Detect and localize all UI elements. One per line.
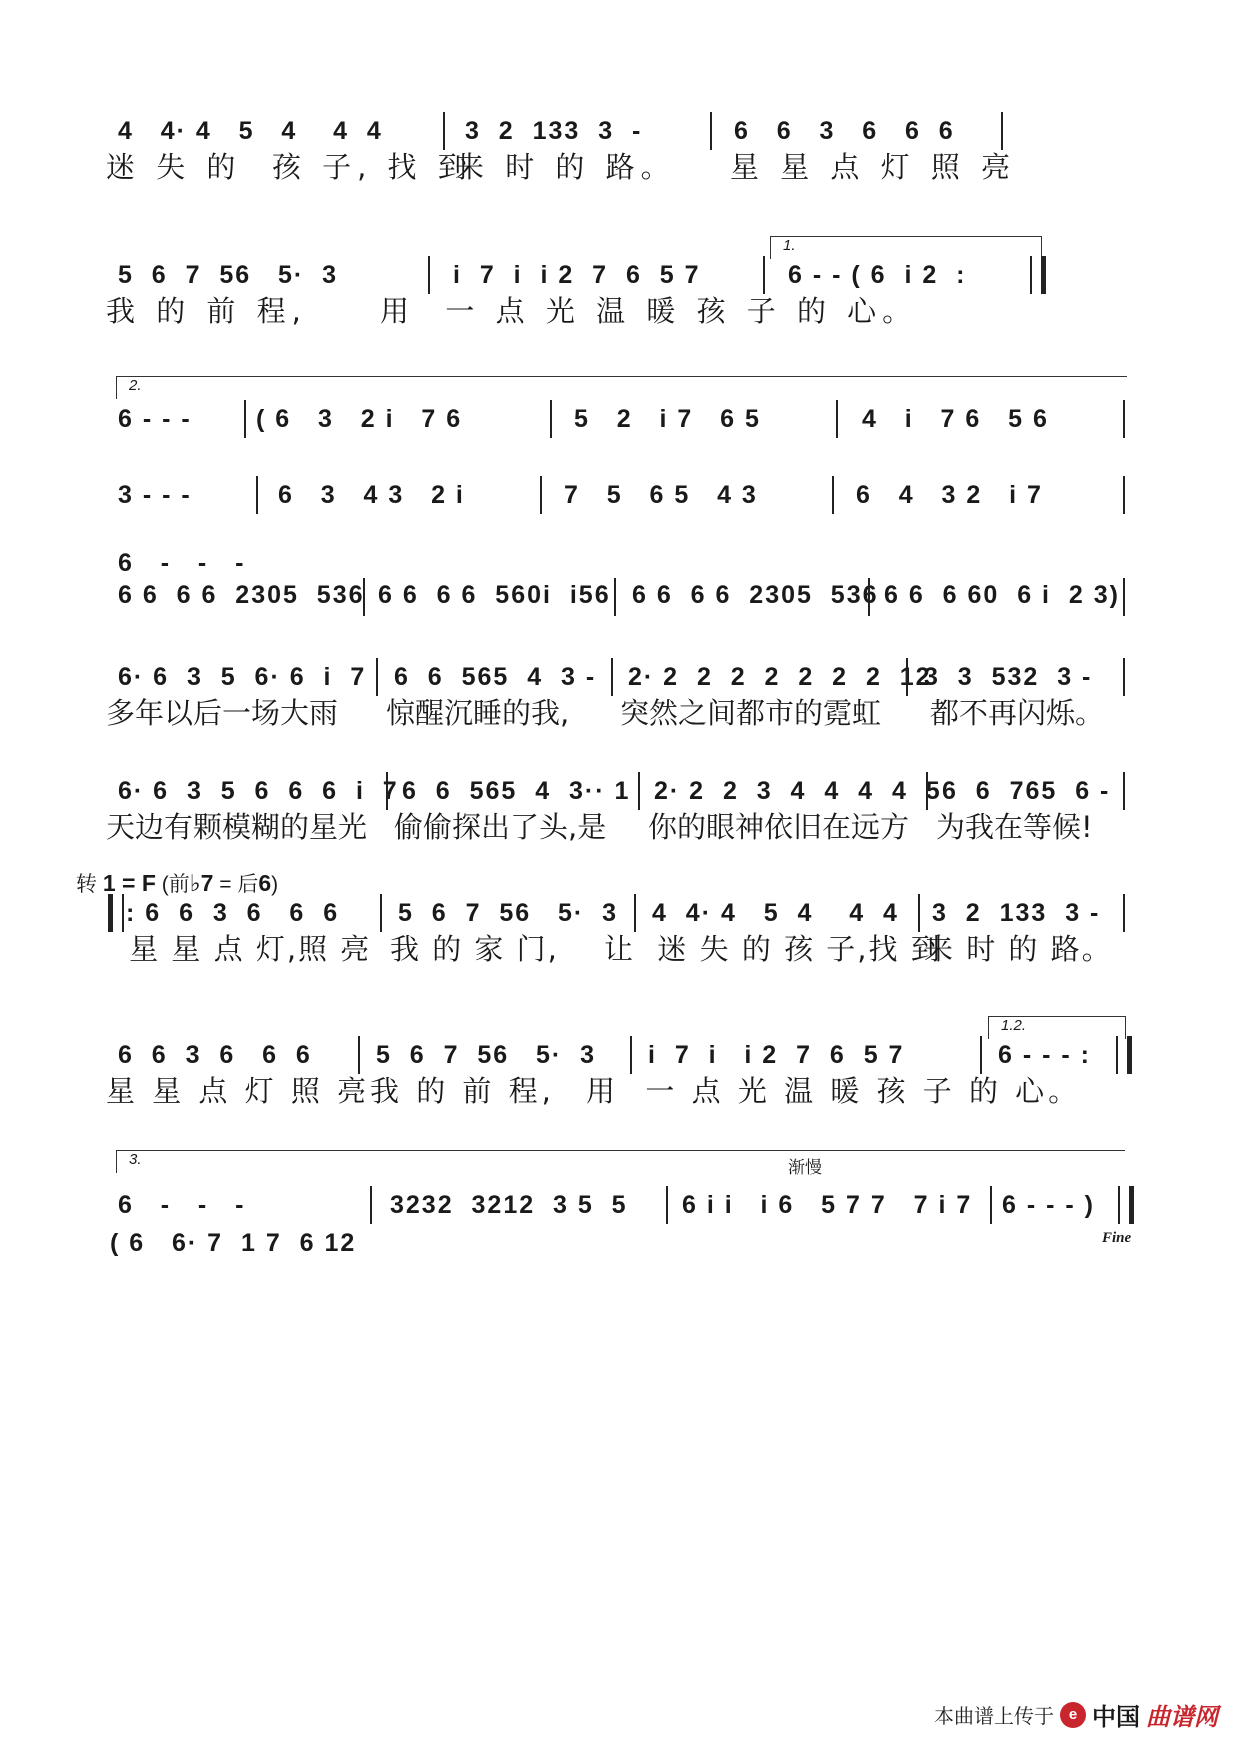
repeat-start-barline — [108, 894, 124, 932]
lyrics-measure-2: 惊醒沉睡的我, — [386, 696, 570, 730]
barline — [380, 894, 382, 932]
volta-bracket: 2. — [116, 376, 1127, 399]
barline — [906, 658, 908, 696]
lyrics-measure-3: 你的眼神依旧在远方 — [648, 810, 910, 844]
barline — [428, 256, 430, 294]
notes-measure-3: 7 5 6 5 4 3 — [564, 481, 758, 509]
notes-measure-3: 5 2 i 7 6 5 — [574, 405, 761, 433]
notes-measure-4: 3 2 133 3 - — [932, 899, 1101, 927]
system-8 — [118, 898, 1128, 978]
notes-lower-voice: ( 6 6· 7 1 7 6 12 — [110, 1229, 357, 1257]
notes-measure-4: 6 - - - : — [998, 1041, 1091, 1069]
notes-measure-3: 2· 2 2 3 4 4 4 4 5 — [654, 777, 942, 805]
barline — [1123, 658, 1125, 696]
site-brand: 中国 — [1092, 1704, 1140, 1731]
notes-measure-1: 6 6 6 6 2305 536 — [118, 581, 365, 609]
notes-measure-4: 6 6 765 6 - — [942, 777, 1111, 805]
notes-measure-2: 6 6 565 4 3 - — [394, 663, 597, 691]
barline — [832, 476, 834, 514]
notes-measure-1: 6 6 3 6 6 6 — [118, 1041, 312, 1069]
lyrics-measure-1: 多年以后一场大雨 — [106, 696, 339, 730]
notes-measure-1: 6 - - - — [118, 1191, 246, 1219]
final-barline — [1118, 1186, 1134, 1224]
system-9 — [106, 1017, 1128, 1120]
notes-measure-2: 5 6 7 56 5· 3 — [398, 899, 619, 927]
notes-measure-2: 5 6 7 56 5· 3 — [376, 1041, 597, 1069]
barline — [363, 578, 365, 616]
barline — [611, 658, 613, 696]
barline — [1123, 578, 1125, 616]
lyrics-measure-2: 偷偷探出了头,是 — [394, 810, 607, 844]
barline — [918, 894, 920, 932]
site-brand-suffix: 曲谱网 — [1146, 1704, 1218, 1731]
lyrics-measure-3: 星 星 点 灯 照 亮 — [730, 150, 1017, 184]
barline — [540, 476, 542, 514]
barline — [990, 1186, 992, 1224]
barline — [550, 400, 552, 438]
notes-measure-3: i 7 i i 2 7 6 5 7 — [648, 1041, 905, 1069]
notes-upper-voice: 6 - - - — [118, 549, 246, 577]
barline — [1123, 476, 1125, 514]
lyrics-measure-2: 用 一 点 光 温 暖 孩 子 的 心。 — [380, 294, 918, 328]
notes-measure-2: i 7 i i 2 7 6 5 7 — [453, 261, 701, 289]
lyrics-measure-4: 都不再闪烁。 — [930, 696, 1105, 730]
barline — [244, 400, 246, 438]
notes-measure-3: 6 6 6 6 2305 536 — [632, 581, 879, 609]
system-1 — [106, 116, 1128, 196]
lyrics-measure-2: 来 时 的 路。 — [455, 150, 676, 184]
volta-bracket: 1.2. — [988, 1016, 1126, 1039]
notes-measure-1: 6· 6 3 5 6· 6 i 7 — [118, 663, 367, 691]
lyrics-measure-1: 天边有颗模糊的星光 — [106, 810, 368, 844]
lyrics-measure-2: 我 的 前 程, — [370, 1074, 555, 1108]
lyrics-measure-4: 来 时 的 路。 — [924, 932, 1113, 966]
notes-measure-2: 6 6 565 4 3·· 1 — [402, 777, 631, 805]
notes-measure-4: 3 3 532 3 - — [924, 663, 1093, 691]
notes-measure-1: : 6 6 3 6 6 6 — [126, 899, 340, 927]
barline — [926, 772, 928, 810]
upload-note: 本曲谱上传于 — [934, 1706, 1054, 1728]
lyrics-measure-4: 为我在等候! — [936, 810, 1093, 844]
system-6 — [106, 662, 1128, 742]
notes-measure-4: 6 4 3 2 i 7 — [856, 481, 1043, 509]
notes-measure-1: 5 6 7 56 5· 3 — [118, 261, 339, 289]
notes-measure-2: 3232 3212 3 5 5 — [390, 1191, 628, 1219]
notes-measure-3: 6 i i i 6 5 7 7 7 i 7 — [682, 1191, 973, 1219]
source-watermark — [934, 1697, 1218, 1732]
barline — [256, 476, 258, 514]
barline — [980, 1036, 982, 1074]
volta-bracket: 3. — [116, 1150, 1125, 1173]
barline — [710, 112, 712, 150]
lyrics-measure-1: 我 的 前 程, — [106, 294, 307, 328]
barline — [370, 1186, 372, 1224]
notes-measure-4: 6 6 6 60 6 i 2 3) — [884, 581, 1120, 609]
lyrics-measure-3: 用 一 点 光 温 暖 孩 子 的 心。 — [586, 1074, 1082, 1108]
system-7 — [106, 776, 1128, 856]
lyrics-measure-1: 星 星 点 灯,照 亮 — [118, 932, 372, 966]
lyrics-measure-3: 突然之间都市的霓虹 — [620, 696, 882, 730]
notes-measure-4: 6 - - - ) — [1002, 1191, 1095, 1219]
system-3 — [118, 377, 1128, 444]
barline — [386, 772, 388, 810]
lyrics-measure-1: 迷 失 的 孩 子, 找 到 — [106, 150, 473, 184]
system-2 — [106, 237, 1128, 340]
lyrics-measure-3: 让 迷 失 的 孩 子,找 到 — [604, 932, 942, 966]
site-logo-icon: e — [1060, 1702, 1086, 1728]
fine-marking: Fine — [1102, 1230, 1132, 1246]
barline — [1123, 894, 1125, 932]
barline — [1001, 112, 1003, 150]
barline — [1123, 400, 1125, 438]
barline — [376, 658, 378, 696]
barline — [443, 112, 445, 150]
notes-measure-1: 3 - - - — [118, 481, 192, 509]
barline — [630, 1036, 632, 1074]
barline — [836, 400, 838, 438]
barline — [638, 772, 640, 810]
notes-measure-4: 4 i 7 6 5 6 — [862, 405, 1049, 433]
barline — [868, 578, 870, 616]
system-4 — [118, 480, 1128, 520]
barline — [666, 1186, 668, 1224]
notes-measure-1: 4 4· 4 5 4 4 4 — [118, 117, 383, 145]
notes-measure-3: 6 6 3 6 6 6 — [734, 117, 955, 145]
repeat-end-barline — [1116, 1036, 1132, 1074]
notes-measure-2: ( 6 3 2 i 7 6 — [256, 405, 463, 433]
lyrics-measure-2: 我 的 家 门, — [390, 932, 559, 966]
barline — [634, 894, 636, 932]
notes-measure-3: 4 4· 4 5 4 4 4 — [652, 899, 899, 927]
notes-measure-3: 2· 2 2 2 2 2 2 2 12 — [628, 663, 932, 691]
system-5 — [118, 548, 1128, 628]
barline — [614, 578, 616, 616]
key-change-marking: 转 1 = F (前♭7 = 后6) — [76, 870, 279, 896]
notes-measure-3: 6 - - ( 6 i 2 : — [788, 261, 967, 289]
repeat-end-barline — [1030, 256, 1046, 294]
tempo-marking: 渐慢 — [788, 1158, 822, 1177]
volta-bracket: 1. — [770, 236, 1042, 259]
barline — [358, 1036, 360, 1074]
notes-measure-2: 6 3 4 3 2 i — [278, 481, 465, 509]
notes-measure-1: 6· 6 3 5 6 6 6 i 7 — [118, 777, 399, 805]
notes-measure-2: 6 6 6 6 560i i56 — [378, 581, 611, 609]
barline — [1123, 772, 1125, 810]
barline — [763, 256, 765, 294]
notes-measure-1: 6 - - - — [118, 405, 192, 433]
lyrics-measure-1: 星 星 点 灯 照 亮 — [106, 1074, 371, 1108]
notes-measure-2: 3 2 133 3 - — [465, 117, 643, 145]
